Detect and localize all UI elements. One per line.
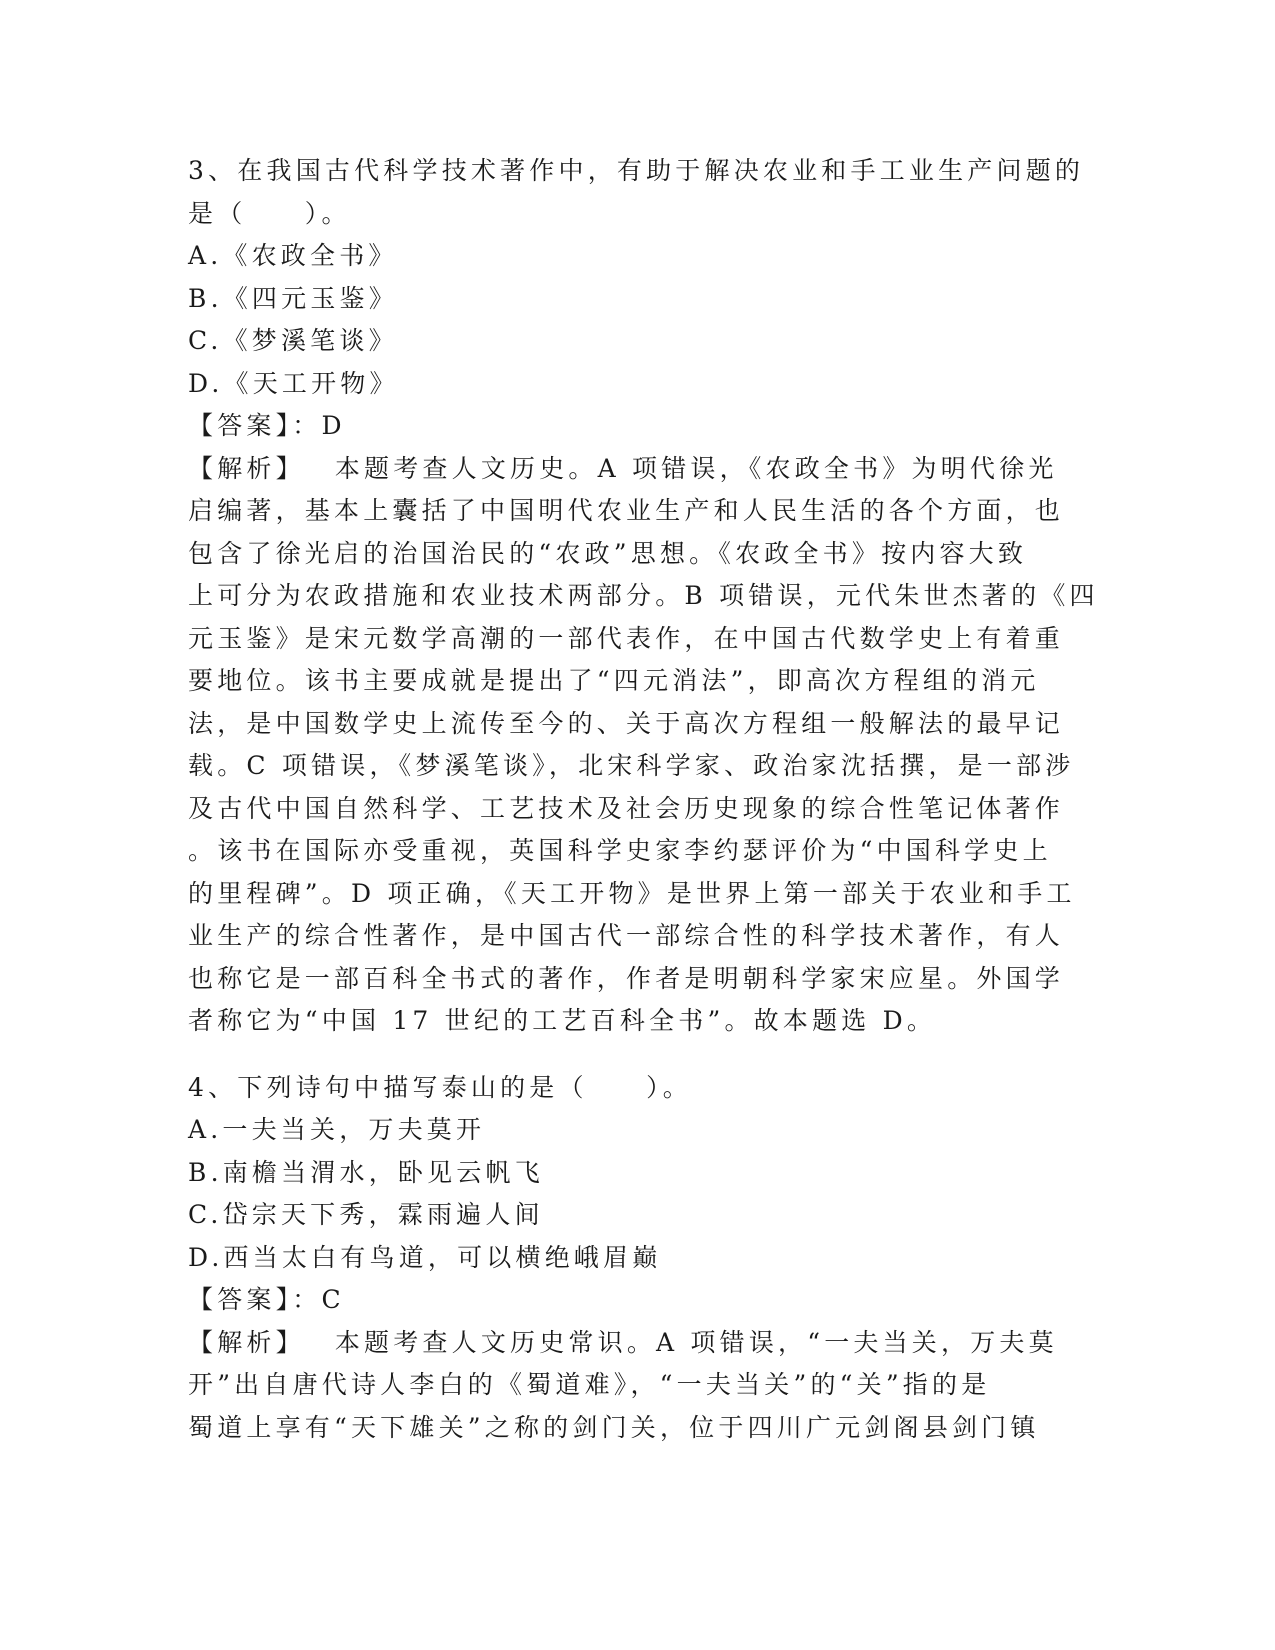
analysis-line: 者称它为“中国 17 世纪的工艺百科全书”。故本题选 D。 [188,1006,937,1035]
question-stem-line: 4、下列诗句中描写泰山的是（ ）。 [188,1072,693,1102]
analysis-line: 要地位。该书主要成就是提出了“四元消法”，即高次方程组的消元 [188,666,1040,695]
option-c: C.《梦溪笔谈》 [188,326,398,355]
question-3 [188,150,1099,1043]
analysis-line [188,1322,1088,1365]
option-b: B.《四元玉鉴》 [188,283,398,313]
analysis-line: 蜀道上享有“天下雄关”之称的剑门关，位于四川广元剑阁县剑门镇 [188,1412,1040,1442]
analysis-line: 的里程碑”。D 项正确，《天工开物》是世界上第一部关于农业和手工 [188,878,1076,908]
analysis-line: 开”出自唐代诗人李白的《蜀道难》，“一夫当关”的“关”指的是 [188,1370,991,1399]
analysis-line: 。该书在国际亦受重视，英国科学史家李约瑟评价为“中国科学史上 [188,836,1052,865]
answer-value: D [321,411,346,440]
analysis-line: 法，是中国数学史上流传至今的、关于高次方程组一般解法的最早记 [188,708,1065,738]
analysis-line [188,448,1088,491]
question-stem-line: 是（ ）。 [188,198,351,228]
answer-label: 【答案】： [188,411,322,440]
analysis-label: 【解析】 [188,453,305,483]
analysis-text: 本题考查人文历史。A 项错误，《农政全书》为明代徐光 [334,453,1058,483]
analysis-line: 启编著，基本上囊括了中国明代农业生产和人民生活的各个方面，也 [188,496,1065,525]
document-page [188,150,1099,1449]
answer-line [188,405,1088,448]
option-a: A.一夫当关，万夫莫开 [188,1115,486,1144]
analysis-line: 也称它是一部百科全书式的著作，作者是明朝科学家宋应星。外国学 [188,963,1065,993]
option-a: A.《农政全书》 [188,241,398,270]
analysis-block [188,448,1099,1043]
analysis-text: 本题考查人文历史常识。A 项错误，“一夫当关，万夫莫 [334,1327,1058,1357]
option-c: C.岱宗天下秀，霖雨遍人间 [188,1200,544,1229]
question-stem-line: 3、在我国古代科学技术著作中，有助于解决农业和手工业生产问题的 [188,156,1085,185]
option-d: D.西当太白有鸟道，可以横绝峨眉巅 [188,1242,662,1272]
analysis-line: 载。C 项错误，《梦溪笔谈》，北宋科学家、政治家沈括撰，是一部涉 [188,751,1075,780]
analysis-line: 及古代中国自然科学、工艺技术及社会历史现象的综合性笔记体著作 [188,793,1065,823]
analysis-line: 上可分为农政措施和农业技术两部分。B 项错误，元代朱世杰著的《四 [188,581,1099,610]
analysis-block [188,1322,1088,1450]
analysis-line: 元玉鉴》是宋元数学高潮的一部代表作，在中国古代数学史上有着重 [188,623,1065,653]
option-b: B.南檐当渭水，卧见云帆飞 [188,1157,544,1187]
analysis-line: 业生产的综合性著作，是中国古代一部综合性的科学技术著作，有人 [188,921,1065,950]
analysis-line: 包含了徐光启的治国治民的“农政”思想。《农政全书》按内容大致 [188,538,1028,568]
question-4 [188,1067,1088,1450]
answer-value: C [321,1285,345,1314]
answer-line [188,1279,1088,1322]
answer-label: 【答案】： [188,1285,322,1314]
analysis-label: 【解析】 [188,1327,305,1357]
option-d: D.《天工开物》 [188,368,399,398]
